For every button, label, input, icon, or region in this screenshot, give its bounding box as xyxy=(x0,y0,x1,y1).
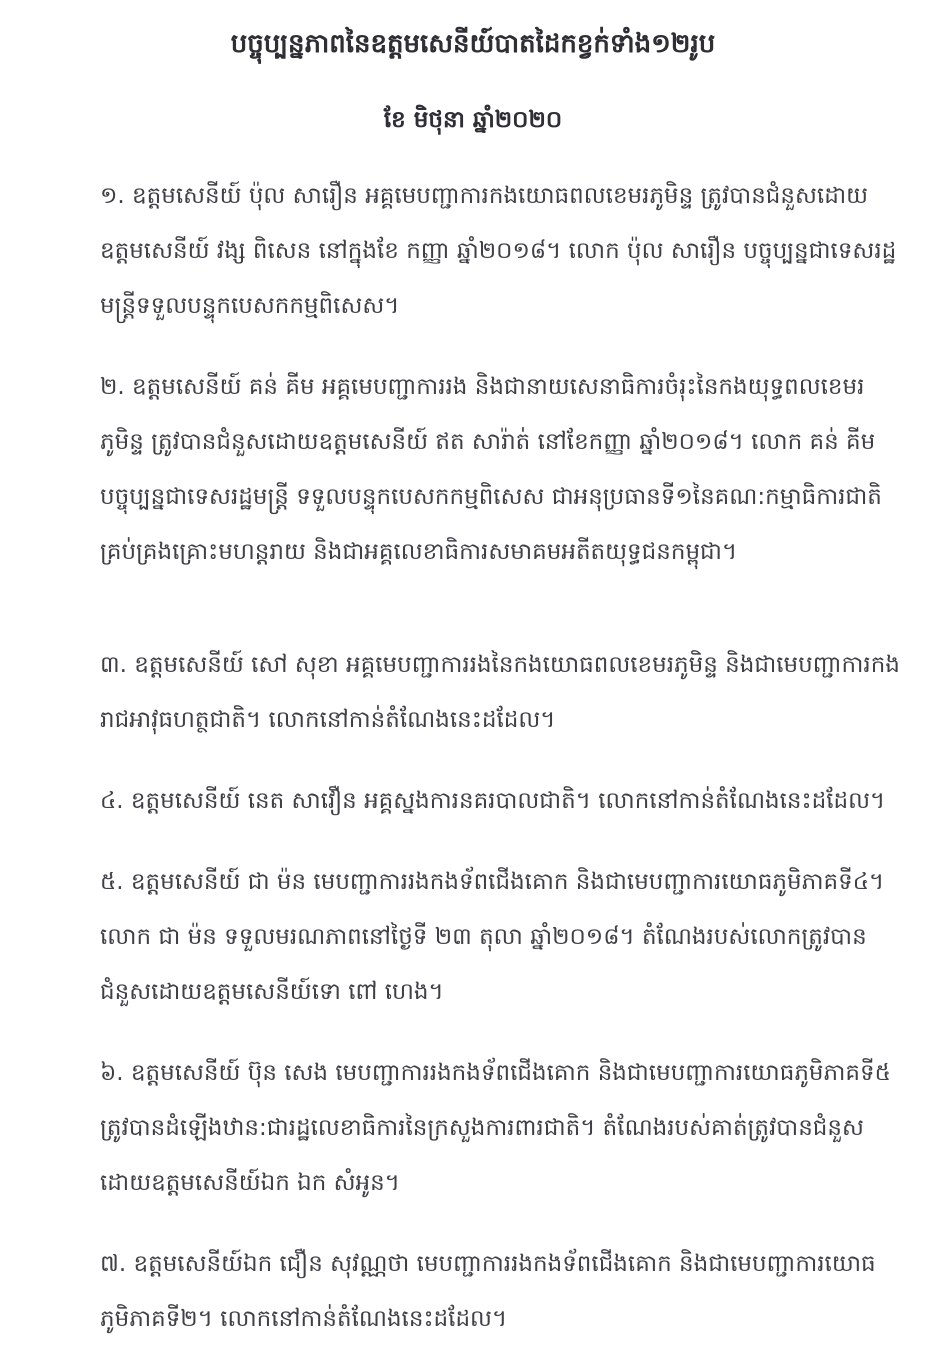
document-title: បច្ចុប្បន្នភាពនៃឧត្តមសេនីយ៍បាតដៃកខ្វក់ទាំង១២រូប xyxy=(230,29,716,59)
paragraph-5: ៥. ឧត្តមសេនីយ៍ ជា ម៉ន មេបញ្ជាការរងកងទ័ពជើងគោក និងជាមេបញ្ជាការយោធភូមិភាគទី៤។ លោក ជា ម៉ន ទទួលមរណភាពនៅថ្ងៃទី ២៣ តុលា ឆ្នាំ២០១៨។ តំណែងរបស់លោកត្រូវបានជំនួសដោយឧត្តមសេនីយ៍ទោ ពៅ ហេង។ xyxy=(100,869,885,1006)
paragraph-6: ៦. ឧត្តមសេនីយ៍ ប៊ុន សេង មេបញ្ជាការរងកងទ័ពជើងគោក និងជាមេបញ្ជាការយោធភូមិភាគទី៥ ត្រូវបានដំឡើងឋាន:ជារដ្ឋលេខាធិការនៃក្រសួងការពារជាតិ។ តំណែងរបស់គាត់ត្រូវបានជំនួសដោយឧត្តមសេនីយ៍ឯក ឯក សំអូន។ xyxy=(100,1060,891,1197)
paragraph-3: ៣. ឧត្តមសេនីយ៍ សៅ សុខា អគ្គមេបញ្ជាការរងនៃកងយោធពលខេមរភូមិន្ទ និងជាមេបញ្ជាការកងរាជអាវុធហត្ថជាតិ។ លោកនៅកាន់តំណែងនេះដដែល។ xyxy=(100,652,900,734)
paragraph-7: ៧. ឧត្តមសេនីយ៍ឯក ជឿន សុវណ្ណថា មេបញ្ជាការរងកងទ័ពជើងគោក និងជាមេបញ្ជាការយោធភូមិភាគទី២។ លោកនៅកាន់តំណែងនេះដដែល។ xyxy=(100,1251,876,1333)
paragraph-4: ៤. ឧត្តមសេនីយ៍ នេត សាវឿន អគ្គស្នងការនគរបាលជាតិ។ លោកនៅកាន់តំណែងនេះដដែល។ xyxy=(100,788,886,815)
paragraph-2: ២. ឧត្តមសេនីយ៍ គន់ គីម អគ្គមេបញ្ជាការរង និងជានាយសេនាធិការចំរុះនៃកងយុទ្ធពលខេមរភូមិន្ទ ត្រូវបានជំនួសដោយឧត្តមសេនីយ៍ ឥត សារ៉ាត់ នៅខែកញ្ញា ឆ្នាំ២០១៨។ លោក គន់ គីម បច្ចុប្បន្នជាទេសរដ្ឋមន្ត្រី ទទួលបន្ទុកបេសកកម្មពិសេស ជាអនុប្រធានទី១នៃគណ:កម្មាធិការជាតិគ្រប់គ្រងគ្រោះមហន្តរាយ និងជាអគ្គលេខាធិការសមាគមអតីតយុទ្ធជនកម្ពុជា។ xyxy=(100,374,882,566)
document-body xyxy=(100,169,906,1347)
paragraph-1: ១. ឧត្តមសេនីយ៍ ប៉ុល សារឿន អគ្គមេបញ្ជាការកងយោធពលខេមរភូមិន្ទ ត្រូវបានជំនួសដោយឧត្តមសេនីយ៍ វង្ស ពិសេន នៅក្នុងខែ កញ្ញា ឆ្នាំ២០១៨។ លោក ប៉ុល សារឿន បច្ចុប្បន្នជាទេសរដ្ឋមន្ត្រីទទួលបន្ទុកបេសកកម្មពិសេស។ xyxy=(100,183,897,320)
document-subtitle: ខែ មិថុនា ឆ្នាំ២០២០ xyxy=(383,107,563,134)
